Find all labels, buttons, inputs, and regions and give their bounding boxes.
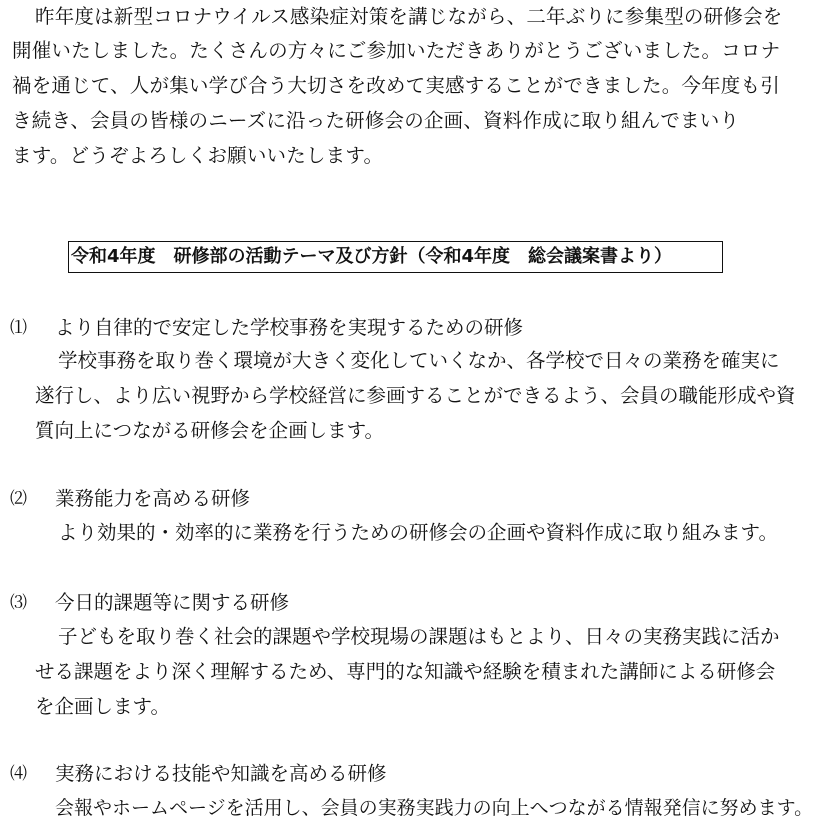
section-1-line-2: 遂行し、より広い視野から学校経営に参画することができるよう、会員の職能形成や資 (35, 384, 796, 407)
section-1-number: ⑴ (10, 318, 27, 338)
section-2-number: ⑵ (10, 489, 27, 509)
section-3-line-3: を企画します。 (35, 695, 170, 718)
intro-line-5: ます。どうぞよろしくお願いいたします。 (12, 144, 384, 167)
section-4-heading: 実務における技能や知識を高める研修 (55, 762, 387, 785)
section-3-line-1: 子どもを取り巻く社会的課題や学校現場の課題はもとより、日々の実務実践に活か (58, 625, 780, 648)
section-4-line-1: 会報やホームページを活用し、会員の実務実践力の向上へつながる情報発信に努めます。 (55, 797, 814, 819)
intro-line-1: 昨年度は新型コロナウイルス感染症対策を講じながら、二年ぶりに参集型の研修会を (35, 5, 783, 28)
section-2-line-1: より効果的・効率的に業務を行うための研修会の企画や資料作成に取り組みます。 (58, 521, 778, 544)
section-1-line-3: 質向上につながる研修会を企画します。 (35, 419, 385, 442)
section-3-heading: 今日的課題等に関する研修 (55, 591, 290, 614)
intro-line-3: 禍を通じて、人が集い学び合う大切さを改めて実感することができました。今年度も引 (12, 74, 780, 97)
intro-line-2: 開催いたしました。たくさんの方々にご参加いただきありがとうございました。コロナ (12, 39, 781, 62)
section-4-number: ⑷ (10, 764, 27, 784)
section-title-box: 令和4年度 研修部の活動テーマ及び方針（令和4年度 総会議案書より） (68, 241, 723, 273)
section-1-line-1: 学校事務を取り巻く環境が大きく変化していくなか、各学校で日々の業務を確実に (58, 349, 780, 372)
section-1-heading: より自律的で安定した学校事務を実現するための研修 (55, 316, 524, 339)
intro-line-4: き続き、会員の皆様のニーズに沿った研修会の企画、資料作成に取り組んでまいり (12, 109, 740, 132)
section-3-line-2: せる課題をより深く理解するため、専門的な知識や経験を積まれた講師による研修会 (35, 660, 776, 683)
section-2-heading: 業務能力を高める研修 (55, 487, 251, 510)
section-3-number: ⑶ (10, 593, 27, 613)
